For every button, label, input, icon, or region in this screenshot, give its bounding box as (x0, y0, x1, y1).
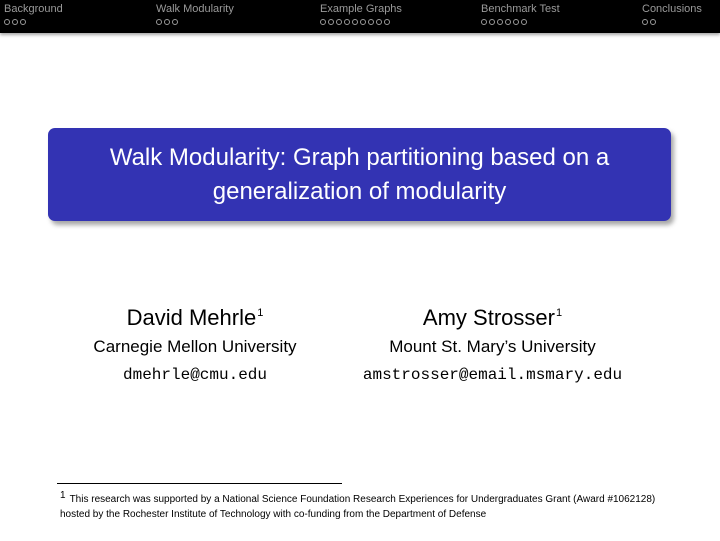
nav-frame-dot[interactable] (344, 19, 350, 25)
nav-frame-dot[interactable] (12, 19, 18, 25)
nav-frame-dot[interactable] (336, 19, 342, 25)
nav-frame-dots (481, 19, 560, 25)
nav-frame-dot[interactable] (172, 19, 178, 25)
presentation-title: Walk Modularity: Graph partitioning based on a generalization of modularity (109, 143, 610, 205)
nav-frame-dots (320, 19, 402, 25)
nav-section-label[interactable]: Benchmark Test (481, 3, 560, 15)
nav-frame-dot[interactable] (376, 19, 382, 25)
nav-frame-dot[interactable] (20, 19, 26, 25)
author-email: dmehrle@cmu.edu (122, 366, 268, 384)
nav-frame-dot[interactable] (505, 19, 511, 25)
nav-frame-dot[interactable] (489, 19, 495, 25)
footnote-number: 1 (60, 490, 66, 501)
nav-section-benchmark-test[interactable] (481, 3, 560, 25)
nav-section-walk-modularity[interactable] (156, 3, 234, 25)
nav-frame-dot[interactable] (320, 19, 326, 25)
nav-frame-dot[interactable] (384, 19, 390, 25)
footnote-text: This research was supported by a National Science Foundation Research Experiences for Undergraduates Grant (Award #1062128) hosted by the Rochester Institute of Technology with co-funding from the Department of Defense (60, 494, 656, 520)
title-box (48, 128, 671, 221)
nav-frame-dots (642, 19, 702, 25)
nav-frame-dot[interactable] (642, 19, 648, 25)
author-block-1 (60, 300, 330, 385)
footnote-marker[interactable]: 1 (555, 307, 563, 319)
author-block-2 (335, 300, 650, 385)
nav-section-label[interactable]: Example Graphs (320, 3, 402, 15)
nav-frame-dot[interactable] (368, 19, 374, 25)
nav-frame-dot[interactable] (513, 19, 519, 25)
nav-frame-dots (4, 19, 63, 25)
nav-frame-dot[interactable] (328, 19, 334, 25)
nav-frame-dots (156, 19, 234, 25)
nav-frame-dot[interactable] (481, 19, 487, 25)
nav-section-label[interactable]: Conclusions (642, 3, 702, 15)
nav-section-conclusions[interactable] (642, 3, 702, 25)
author-name (335, 300, 650, 331)
author-affiliation: Mount St. Mary’s University (389, 337, 596, 356)
footnote (60, 488, 660, 522)
nav-frame-dot[interactable] (650, 19, 656, 25)
nav-frame-dot[interactable] (352, 19, 358, 25)
footnote-marker[interactable]: 1 (257, 307, 264, 319)
nav-section-label[interactable]: Background (4, 3, 63, 15)
nav-section-label[interactable]: Walk Modularity (156, 3, 234, 15)
navigation-bar (0, 0, 720, 33)
nav-frame-dot[interactable] (4, 19, 10, 25)
author-name (60, 300, 330, 331)
nav-frame-dot[interactable] (497, 19, 503, 25)
nav-section-background[interactable] (4, 3, 63, 25)
nav-frame-dot[interactable] (360, 19, 366, 25)
author-affiliation: Carnegie Mellon University (93, 337, 297, 356)
author-name-text: Amy Strosser (422, 305, 555, 330)
footnote-divider (57, 483, 342, 484)
nav-section-example-graphs[interactable] (320, 3, 402, 25)
nav-frame-dot[interactable] (164, 19, 170, 25)
author-email: amstrosser@email.msmary.edu (362, 366, 623, 384)
author-name-text: David Mehrle (126, 305, 257, 330)
nav-frame-dot[interactable] (521, 19, 527, 25)
nav-frame-dot[interactable] (156, 19, 162, 25)
